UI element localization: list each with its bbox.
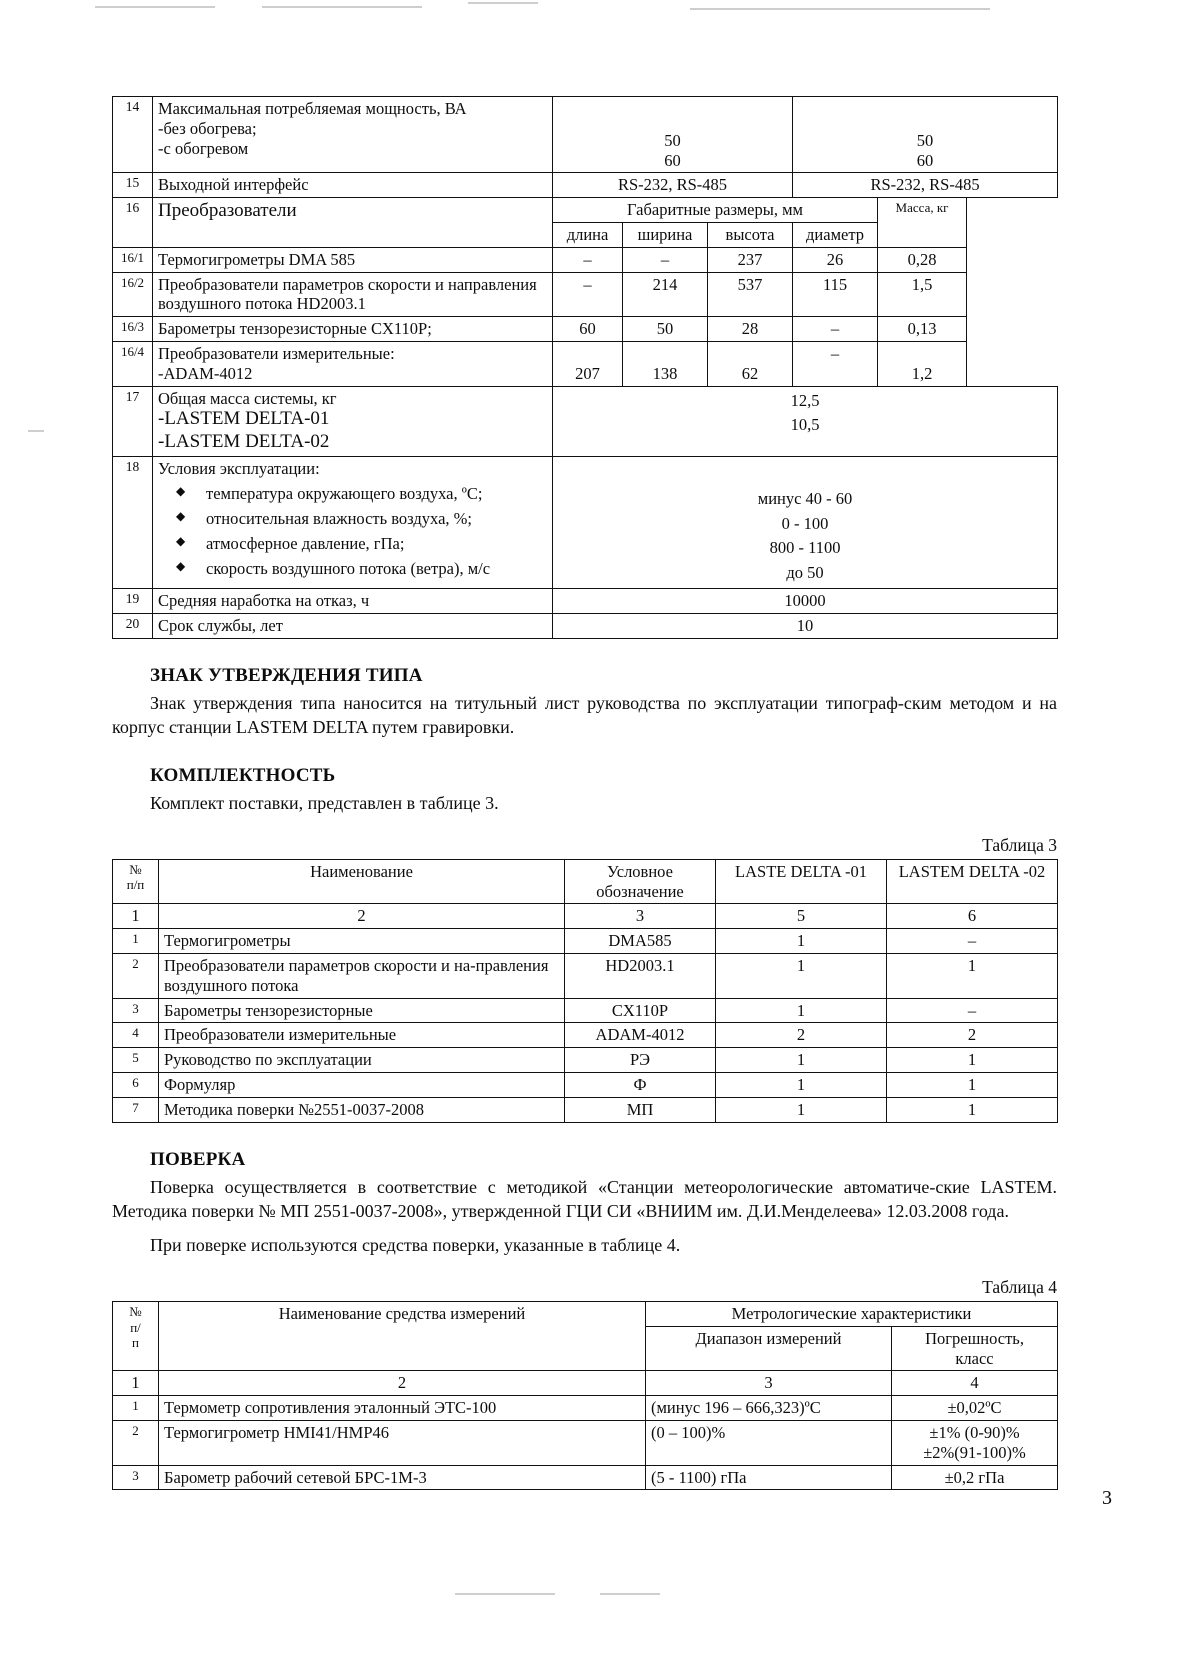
row-number: 16/4: [113, 341, 153, 386]
diamond-bullet-icon: ◆: [176, 508, 186, 523]
header-no-line: п/: [130, 1319, 141, 1335]
value-delta01: [553, 97, 793, 173]
table-row: [113, 998, 1058, 1023]
cell-diameter: –: [793, 317, 878, 342]
table-row: [113, 1465, 1058, 1490]
column-number: 1: [113, 904, 159, 929]
cell-symbol: DMA585: [565, 929, 716, 954]
list-item-label: относительная влажность воздуха, %;: [206, 508, 472, 528]
cell-width: 214: [623, 272, 708, 317]
row-label: [153, 456, 553, 588]
scan-artifact: [455, 1593, 555, 1595]
table-row: [113, 1023, 1058, 1048]
header-no: [113, 1301, 159, 1370]
table-row: [113, 97, 1058, 173]
row-label: Срок службы, лет: [153, 613, 553, 638]
table-row: [113, 1396, 1058, 1421]
cell-error-line: ±2%(91-100)%: [923, 1442, 1026, 1462]
operating-conditions-values: [553, 456, 1058, 588]
value-line: 10,5: [790, 415, 820, 435]
row-label-line: Общая масса системы, кг: [158, 388, 337, 408]
row-label: Формуляр: [159, 1073, 565, 1098]
diamond-bullet-icon: ◆: [176, 483, 186, 498]
header-symbol-line: Условное: [607, 861, 673, 881]
row-label: [153, 97, 553, 173]
header-symbol-line: обозначение: [596, 881, 684, 901]
value-delta02: RS-232, RS-485: [793, 173, 1058, 198]
diamond-bullet-icon: ◆: [176, 558, 186, 573]
row-label-line: -LASTEM DELTA-01: [158, 408, 330, 430]
section-paragraph-verification-1: Поверка осуществляется в соответствие с методикой «Станции метеорологические автоматиче-ские LASTEM. Методика поверки № МП 2551-0037-2008», утвержденной ГЦИ СИ «ВНИИМ им. Д.И.Менделеева» 12.03.2008 года.: [112, 1176, 1057, 1221]
cell-range: (5 - 1100) гПа: [646, 1465, 892, 1490]
row-label: Барометры тензорезисторные: [159, 998, 565, 1023]
header-error-line: Погрешность,: [925, 1328, 1024, 1348]
row-number: 1: [113, 1396, 159, 1421]
scan-artifact: [600, 1593, 660, 1595]
table-row: [113, 588, 1058, 613]
header-no-line: №: [129, 1303, 142, 1319]
row-number: 7: [113, 1097, 159, 1122]
cell-error: [892, 1396, 1058, 1421]
cell-symbol: МП: [565, 1097, 716, 1122]
row-number: 15: [113, 173, 153, 198]
row-label: [153, 386, 553, 456]
table-row: [113, 247, 1058, 272]
table-row: [113, 613, 1058, 638]
cell-mass: 0,28: [878, 247, 967, 272]
row-number: 3: [113, 998, 159, 1023]
value-line: 12,5: [790, 390, 820, 410]
section-paragraph-type-approval: Знак утверждения типа наносится на титульный лист руководства по эксплуатации типограф-ским методом и на корпус станции LASTEM DELTA путем гравировки.: [112, 692, 1057, 737]
row-label-line: Условия эксплуатации:: [158, 458, 320, 478]
subheader-diameter: диаметр: [793, 222, 878, 247]
table-header-row: [113, 859, 1058, 904]
row-number: 16/3: [113, 317, 153, 342]
cell-symbol: HD2003.1: [565, 954, 716, 999]
verification-means-table: [112, 1301, 1058, 1490]
column-number: 3: [646, 1371, 892, 1396]
value-line: 60: [916, 150, 934, 170]
row-label: Методика поверки №2551-0037-2008: [159, 1097, 565, 1122]
header-error: [892, 1326, 1058, 1371]
cell-delta02: 1: [887, 1073, 1058, 1098]
page-content: [112, 96, 1057, 1490]
cell-length: 60: [553, 317, 623, 342]
cell-mass: 1,5: [878, 272, 967, 317]
row-label: Средняя наработка на отказ, ч: [153, 588, 553, 613]
cell-error-line: ±0,2 гПа: [944, 1467, 1005, 1487]
table-column-numbers-row: [113, 1371, 1058, 1396]
cell-delta02: –: [887, 929, 1058, 954]
row-label-line: -ADAM-4012: [158, 363, 253, 383]
row-value: 10000: [553, 588, 1058, 613]
row-label: Выходной интерфейс: [153, 173, 553, 198]
header-no: [113, 859, 159, 904]
row-number: 16: [113, 198, 153, 248]
table-column-numbers-row: [113, 904, 1058, 929]
section-paragraph-verification-2: При поверке используются средства поверки, указанные в таблице 4.: [150, 1234, 681, 1255]
scan-artifact: [95, 6, 215, 8]
cell-delta01: 1: [716, 954, 887, 999]
table-row: [113, 954, 1058, 999]
scan-artifact: [468, 2, 538, 4]
table-header-row: [113, 1301, 1058, 1326]
table-row: [113, 929, 1058, 954]
table-row: [113, 173, 1058, 198]
row-label-line: Максимальная потребляемая мощность, ВА: [158, 99, 467, 118]
cell-height: 237: [708, 247, 793, 272]
column-number: 4: [892, 1371, 1058, 1396]
table-row: [113, 1073, 1058, 1098]
row-label: Преобразователи измерительные: [159, 1023, 565, 1048]
cell-delta02: 1: [887, 1097, 1058, 1122]
list-item-label: температура окружающего воздуха, ºС;: [206, 483, 483, 503]
table4-caption: Таблица 4: [982, 1276, 1057, 1297]
cell-mass: 0,13: [878, 317, 967, 342]
total-mass-values: [553, 386, 1058, 456]
table-row: [113, 456, 1058, 588]
table-row: [113, 1097, 1058, 1122]
cell-diameter: –: [793, 341, 878, 386]
header-name: Наименование средства измерений: [159, 1301, 646, 1370]
table-row: [113, 1420, 1058, 1465]
row-number: 16/2: [113, 272, 153, 317]
row-number: 6: [113, 1073, 159, 1098]
section-heading-complectness: КОМПЛЕКТНОСТЬ: [150, 764, 336, 786]
row-number: 2: [113, 954, 159, 999]
column-number: 3: [565, 904, 716, 929]
scan-artifact: [28, 430, 44, 432]
row-number: 14: [113, 97, 153, 173]
column-number: 1: [113, 1371, 159, 1396]
row-label: Преобразователи параметров скорости и направления воздушного потока HD2003.1: [153, 272, 553, 317]
header-name: Наименование: [159, 859, 565, 904]
row-number: 1: [113, 929, 159, 954]
cell-error: [892, 1465, 1058, 1490]
subheader-length: длина: [553, 222, 623, 247]
dimensions-header: Габаритные размеры, мм: [553, 198, 878, 223]
row-label: Преобразователи: [153, 198, 553, 248]
column-number: 2: [159, 904, 565, 929]
list-item: [158, 506, 547, 531]
header-no-line: №: [129, 861, 142, 877]
page-number: 3: [1102, 1487, 1112, 1509]
cell-delta01: 1: [716, 1048, 887, 1073]
cell-error: [892, 1420, 1058, 1465]
table-row: [113, 317, 1058, 342]
row-number: 3: [113, 1465, 159, 1490]
cell-length: –: [553, 272, 623, 317]
column-number: 5: [716, 904, 887, 929]
header-delta01: LASTE DELTA -01: [716, 859, 887, 904]
cell-delta02: 2: [887, 1023, 1058, 1048]
value-line: 50: [664, 130, 681, 150]
row-number: 2: [113, 1420, 159, 1465]
specifications-table: [112, 96, 1058, 639]
row-label-line: -с обогревом: [158, 138, 249, 158]
cell-width: 138: [623, 341, 708, 386]
row-label: Термогигрометры: [159, 929, 565, 954]
cell-symbol: РЭ: [565, 1048, 716, 1073]
table-row: [113, 341, 1058, 386]
row-label: Барометр рабочий сетевой БРС-1М-3: [159, 1465, 646, 1490]
subheader-height: высота: [708, 222, 793, 247]
list-item-label: скорость воздушного потока (ветра), м/с: [206, 558, 491, 578]
header-error-line: класс: [955, 1348, 994, 1368]
cell-length: –: [553, 247, 623, 272]
table-row: [113, 386, 1058, 456]
section-heading-type-approval: ЗНАК УТВЕРЖДЕНИЯ ТИПА: [150, 664, 423, 686]
scan-artifact: [690, 8, 990, 10]
value-line: минус 40 - 60: [757, 488, 853, 508]
list-item-label: атмосферное давление, гПа;: [206, 533, 405, 553]
cell-range: (минус 196 – 666,323)ºС: [646, 1396, 892, 1421]
table-row: [113, 272, 1058, 317]
row-label-line: -LASTEM DELTA-02: [158, 431, 330, 453]
cell-height: 62: [708, 341, 793, 386]
column-number: 6: [887, 904, 1058, 929]
cell-range: (0 – 100)%: [646, 1420, 892, 1465]
cell-error-line: ±1% (0-90)%: [929, 1422, 1020, 1442]
row-label: Термогигрометры DMA 585: [153, 247, 553, 272]
header-symbol: [565, 859, 716, 904]
type-approval-mark-section: [112, 665, 1057, 739]
row-label: Термогигрометр HMI41/HMP46: [159, 1420, 646, 1465]
value-line: 800 - 1100: [769, 538, 841, 558]
header-metrological: Метрологические характеристики: [646, 1301, 1058, 1326]
list-item: [158, 531, 547, 556]
row-label: Руководство по эксплуатации: [159, 1048, 565, 1073]
cell-symbol: Ф: [565, 1073, 716, 1098]
complectness-section: [112, 765, 1057, 815]
row-number: 18: [113, 456, 153, 588]
row-number: 17: [113, 386, 153, 456]
scan-artifact: [262, 6, 422, 8]
cell-mass: 1,2: [878, 341, 967, 386]
row-number: 19: [113, 588, 153, 613]
mass-header: Масса, кг: [878, 198, 967, 248]
value-delta02: [793, 97, 1058, 173]
cell-delta01: 1: [716, 1097, 887, 1122]
header-no-line: п: [132, 1335, 139, 1351]
row-label: Барометры тензорезисторные CX110P;: [153, 317, 553, 342]
row-number: 4: [113, 1023, 159, 1048]
row-number: 5: [113, 1048, 159, 1073]
row-label: Термометр сопротивления эталонный ЭТС-100: [159, 1396, 646, 1421]
cell-delta02: 1: [887, 954, 1058, 999]
value-line: 0 - 100: [781, 513, 829, 533]
cell-delta01: 1: [716, 1073, 887, 1098]
table-row: [113, 198, 1058, 223]
list-item: [158, 556, 547, 581]
complectness-table: [112, 859, 1058, 1123]
row-label: [153, 341, 553, 386]
cell-symbol: CX110P: [565, 998, 716, 1023]
header-no-line: п/п: [126, 877, 145, 893]
subheader-width: ширина: [623, 222, 708, 247]
column-number: 2: [159, 1371, 646, 1396]
value-line: до 50: [786, 563, 824, 583]
cell-width: –: [623, 247, 708, 272]
cell-height: 537: [708, 272, 793, 317]
row-number: 20: [113, 613, 153, 638]
cell-width: 50: [623, 317, 708, 342]
value-line: 50: [916, 130, 934, 150]
value-delta01: RS-232, RS-485: [553, 173, 793, 198]
row-label: Преобразователи параметров скорости и на-правления воздушного потока: [159, 954, 565, 999]
header-delta02: LASTEM DELTA -02: [887, 859, 1058, 904]
row-label-line: -без обогрева;: [158, 118, 257, 138]
cell-delta01: 1: [716, 998, 887, 1023]
cell-height: 28: [708, 317, 793, 342]
cell-error-line: ±0,02ºС: [947, 1398, 1002, 1418]
cell-delta01: 1: [716, 929, 887, 954]
list-item: [158, 481, 547, 506]
row-value: 10: [553, 613, 1058, 638]
verification-section: [112, 1149, 1057, 1257]
header-range: Диапазон измерений: [646, 1326, 892, 1371]
cell-length: 207: [553, 341, 623, 386]
cell-symbol: ADAM-4012: [565, 1023, 716, 1048]
table3-caption: Таблица 3: [982, 834, 1057, 855]
diamond-bullet-icon: ◆: [176, 533, 186, 548]
row-number: 16/1: [113, 247, 153, 272]
cell-delta02: 1: [887, 1048, 1058, 1073]
table-row: [113, 1048, 1058, 1073]
operating-conditions-list: [158, 481, 547, 581]
cell-delta02: –: [887, 998, 1058, 1023]
value-line: 60: [664, 150, 681, 170]
cell-diameter: 115: [793, 272, 878, 317]
cell-delta01: 2: [716, 1023, 887, 1048]
row-label-line: Преобразователи измерительные:: [158, 343, 395, 363]
section-heading-verification: ПОВЕРКА: [150, 1148, 246, 1170]
cell-diameter: 26: [793, 247, 878, 272]
section-paragraph-complectness: Комплект поставки, представлен в таблице 3.: [150, 792, 499, 813]
